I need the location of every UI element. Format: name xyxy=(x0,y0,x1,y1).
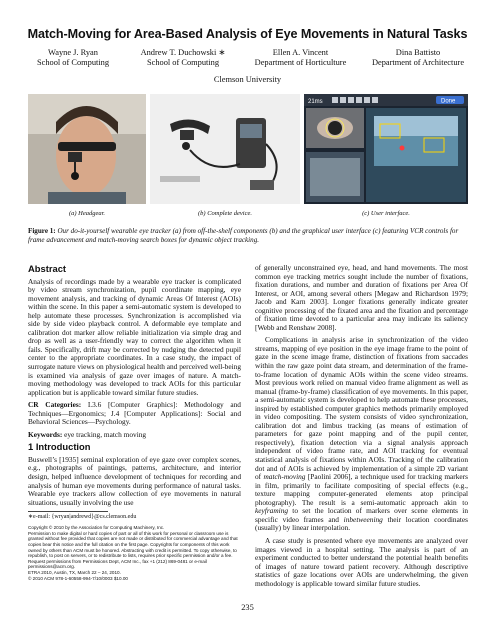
intro-text: Buswell’s [1935] seminal exploration of eye gaze over complex scenes, e.g., photographs of paintings, patterns, architecture, and interior design, helped influence development of techniques for recording and analysis of human eye movements during performance of natural tasks. Wearable eye trackers allow collection of eye movements in natural situations, usually involving the use xyxy=(28,454,241,507)
author-name: Ellen A. Vincent xyxy=(272,48,329,57)
author-name: Dina Battisto xyxy=(395,48,441,57)
cr-label: CR Categories: xyxy=(28,400,82,410)
subcaption-b: (b) Complete device. xyxy=(198,210,252,217)
intro-paragraph-1: of generally unconstrained eye, head, and hand movements. The most common eye tracking metrics sought include the number of fixations, fixation durations, and number and duration of fixations per Area Of Interest, or AOI, among several others [Megaw and Richardson 1979; Jacob and Karn 2003]. Longer fixations generally indicate greater cognitive processing of the fixated area and the fixation and percentage of fixation time devoted to a particular area may indicate its saliency [Webb and Renshaw 2008]. xyxy=(255,263,468,332)
copyright-block xyxy=(28,525,241,581)
headgear-photo xyxy=(28,94,146,204)
subcaption-c: (c) User interface. xyxy=(362,210,410,217)
author-affiliation: School of Computing xyxy=(146,58,220,67)
author-1 xyxy=(28,48,118,68)
abstract-text: Analysis of recordings made by a wearable eye tracker is complicated by video stream synchronization, pupil coordinate mapping, eye movement analysis, and tracking of dynamic Areas Of Interest (AOIs) within the scene. In this paper a semi-automatic system is developed to help automate these processes. Synchronization is accomplished via side by side video playback control. A deformable eye template and calibration dot marker allow reliable initialization via simple drag and drop as well as a user-friendly way to correct the algorithm when it fails. Specifically, drift may be corrected by nudging the detected pupil center to the appropriate coordinates. In a case study, the impact of surrogate nature views on physiological health and perceived well-being is examined via analysis of gaze over images of nature. A match-moving methodology was developed to track AOIs for this particular application but is applicable toward similar future studies. xyxy=(28,276,241,397)
intro-paragraph-2: Complications in analysis arise in synchronization of the video streams, mapping of eye position in the eye image frame to the point of gaze in the scene image frame, distinction of fixations from saccades within the raw gaze point data stream, and determination of the frame-to-frame location of dynamic AOIs within the scene video streams. Most previous work relied on manual video frame alignment as well as manual (frame-by-frame) classification of eye movements. In this paper, a semi-automatic system is developed to help automate these processes, inspired by established computer graphics methods primarily employed in video compositing. The system consists of video synchronization, calibration dot and limbus tracking (as means of estimation of parameters for gaze point mapping and of the pupil center, respectively), fixation detection via a signal analysis approach independent of video frame rate, and AOI tracking for eventual statistical analysis of fixations within AOIs. Tracking of the calibration dot and of AOIs is achieved by implementation of a simple 2D variant of match-moving [Paolini 2006], a technique used for tracking markers in film, primarily to facilitate compositing of special effects (e.g., texture mapping computer-generated elements atop principal photography). The result is a semi-automatic approach akin to keyframing to set the location of markers over scene elements in specific video frames and inbetweening their location coordinates (usually) by linear interpolation. xyxy=(255,335,469,533)
figure-caption xyxy=(28,227,468,244)
intro-heading: 1 Introduction xyxy=(28,441,91,453)
conference-line: ETRA 2010, Austin, TX, March 22 – 24, 2010. xyxy=(28,569,121,575)
device-photo xyxy=(150,94,300,204)
keywords-text: eye tracking, match moving xyxy=(64,429,147,439)
isbn-line: © 2010 ACM 978-1-60558-994-7/10/0003 $10.00 xyxy=(28,575,128,581)
keywords-label: Keywords: xyxy=(28,429,63,439)
abstract-heading: Abstract xyxy=(28,263,67,274)
cr-text: I.3.6 [Computer Graphics]: Methodology and Techniques—Ergonomics; J.4 [Computer Applications]: Social and Behavioral Sciences—Psychology. xyxy=(28,400,241,427)
cr-categories xyxy=(28,401,241,427)
author-3 xyxy=(243,48,358,68)
author-2 xyxy=(128,48,238,68)
author-name: Andrew T. Duchowski ∗ xyxy=(140,48,226,57)
figure-1 xyxy=(28,94,468,204)
author-4 xyxy=(358,48,478,68)
page-number: 235 xyxy=(241,603,254,612)
email-footnote: ∗e-mail: {wryan|andrewd}@cs.clemson.edu xyxy=(28,514,137,521)
subcaption-a: (a) Headgear. xyxy=(68,210,106,217)
ui-time-readout: 21ms xyxy=(308,99,323,105)
copyright-line: Copyright © 2010 by the Association for Computing Machinery, Inc. xyxy=(28,525,165,531)
keywords xyxy=(28,431,241,440)
paper-title: Match-Moving for Area-Based Analysis of Eye Movements in Natural Tasks xyxy=(27,27,468,41)
right-column xyxy=(255,264,468,592)
author-name: Wayne J. Ryan xyxy=(48,48,98,57)
figure-caption-text: Our do-it-yourself wearable eye tracker (a) from off-the-shelf components (b) and the graphical user interface (c) featuring VCR controls for frame advancement and match-moving search boxes for dynamic object tracking. xyxy=(28,227,459,244)
intro-paragraph-3: A case study is presented where eye movements are analyzed over images viewed in a hospital setting. The analysis is part of an experiment conducted to better understand the potential health benefits of images of nature toward patient recovery. Although descriptive statistics of gaze locations over AOIs are underwhelming, the given methodology is applicable toward similar future studies. xyxy=(255,535,468,588)
permission-notice: Permission to make digital or hard copies of part or all of this work for personal or classroom use is granted without fee provided that copies are not made or distributed for commercial advantage and that copies bear this notice and the full citation on the first page. Copyrights for components of this work owned by others than ACM must be honored. Abstracting with credit is permitted. To copy otherwise, to republish, to post on servers, or to redistribute to lists, requires prior specific permission and/or a fee. Request permissions from Permissions Dept, ACM Inc., fax +1 (212) 869-0481 or e-mail permissions@acm.org. xyxy=(28,530,238,570)
author-block xyxy=(28,48,468,70)
author-affiliation: School of Computing xyxy=(36,58,110,67)
figure-caption-label: Figure 1: xyxy=(28,227,56,235)
author-affiliation: Department of Architecture xyxy=(371,58,465,67)
footnote-rule xyxy=(28,511,108,512)
user-interface-screenshot xyxy=(304,94,468,204)
left-column xyxy=(28,264,241,581)
university: Clemson University xyxy=(213,75,282,84)
ui-done-label: Done xyxy=(441,98,456,105)
author-affiliation: Department of Horticulture xyxy=(254,58,347,67)
